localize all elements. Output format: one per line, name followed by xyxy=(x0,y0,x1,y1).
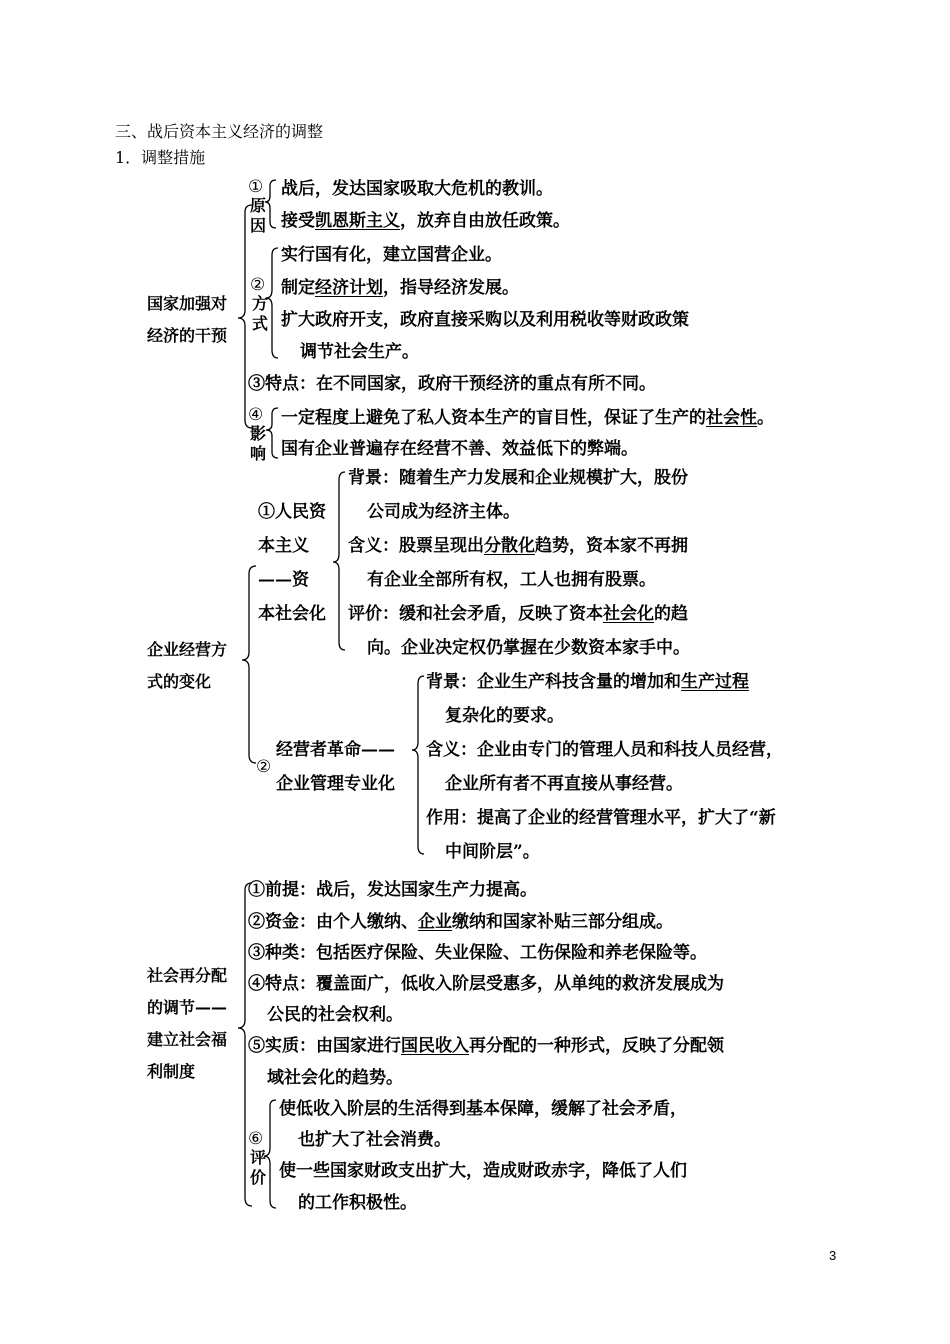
block3-label xyxy=(147,960,227,1088)
reason-item-2 xyxy=(281,210,570,232)
welfare-types: ③种类：包括医疗保险、失业保险、工伤保险和养老保险等。 xyxy=(248,943,707,963)
block1-label-line1: 国家加强对 xyxy=(147,294,228,313)
manager-title-line1: 经营者革命—— xyxy=(276,740,395,760)
block3-label-line2: 的调节—— xyxy=(147,998,228,1017)
brace-block2-main xyxy=(242,566,256,763)
method-label: 方式 xyxy=(251,294,268,333)
welfare-feature-line1: ④特点：覆盖面广，低收入阶层受惠多，从单纯的救济发展成为 xyxy=(248,974,724,994)
people-eval-line1 xyxy=(348,603,688,625)
manager-num: ② xyxy=(256,757,272,777)
welfare-essence-b: 再分配的一种形式，反映了分配领 xyxy=(469,1036,724,1056)
impact-item-2: 国有企业普遍存在经营不善、效益低下的弊端。 xyxy=(281,439,638,459)
brace-people xyxy=(333,472,345,650)
welfare-fund-b: 缴纳和国家补贴三部分组成。 xyxy=(452,912,673,932)
manager-meaning-line2: 企业所有者不再直接从事经营。 xyxy=(445,774,683,794)
method-item-2 xyxy=(281,277,519,299)
people-title-line3: ——资 xyxy=(258,570,309,590)
reason-item-2-b: ，放弃自由放任政策。 xyxy=(400,211,570,231)
reason-num: ① xyxy=(248,177,264,197)
impact-item-1-keyword: 社会性 xyxy=(706,408,757,428)
reason-item-1: 战后，发达国家吸取大危机的教训。 xyxy=(281,179,553,199)
feature-line: ③特点：在不同国家，政府干预经济的重点有所不同。 xyxy=(248,374,656,394)
block2-label-line1: 企业经营方 xyxy=(147,640,228,659)
block1-label xyxy=(147,288,227,352)
welfare-eval-num: ⑥ xyxy=(248,1129,264,1149)
welfare-fund-keyword: 企业 xyxy=(418,912,452,932)
section-title: 三、战后资本主义经济的调整 xyxy=(115,122,324,141)
people-meaning-a: 含义：股票呈现出 xyxy=(348,536,484,556)
welfare-fund-a: ②资金：由个人缴纳、 xyxy=(248,912,418,932)
welfare-essence-line2: 域社会化的趋势。 xyxy=(267,1068,403,1088)
people-eval-a: 评价：缓和社会矛盾，反映了资本 xyxy=(348,604,603,624)
impact-item-1-b: 。 xyxy=(757,408,774,428)
method-item-1: 实行国有化，建立国营企业。 xyxy=(281,245,502,265)
method-item-3-line2: 调节社会生产。 xyxy=(300,342,419,362)
method-num: ② xyxy=(250,275,266,295)
page-number: 3 xyxy=(829,1248,837,1263)
manager-title-line2: 企业管理专业化 xyxy=(276,774,395,794)
impact-num: ④ xyxy=(248,405,264,425)
impact-item-1 xyxy=(281,407,774,429)
welfare-fund xyxy=(248,911,673,933)
subsection-title: 1．调整措施 xyxy=(115,148,206,167)
impact-item-1-a: 一定程度上避免了私人资本生产的盲目性，保证了生产的 xyxy=(281,408,706,428)
welfare-eval-item1-line1: 使低收入阶层的生活得到基本保障，缓解了社会矛盾， xyxy=(279,1099,687,1119)
brace-impact xyxy=(266,408,278,458)
block2-label xyxy=(147,634,227,698)
impact-label: 影响 xyxy=(249,424,266,463)
method-item-2-a: 制定 xyxy=(281,278,315,298)
manager-bg-line1 xyxy=(426,671,749,693)
people-meaning-b: 趋势，资本家不再拥 xyxy=(535,536,688,556)
manager-effect-line1: 作用：提高了企业的经营管理水平，扩大了“新 xyxy=(426,808,776,828)
welfare-eval-label: 评价 xyxy=(249,1148,266,1187)
manager-bg-line2: 复杂化的要求。 xyxy=(445,706,564,726)
manager-bg-a: 背景：企业生产科技含量的增加和 xyxy=(426,672,681,692)
reason-item-2-a: 接受 xyxy=(281,211,315,231)
welfare-eval-item1-line2: 也扩大了社会消费。 xyxy=(298,1130,451,1150)
brace-manager xyxy=(412,676,424,854)
welfare-essence-a: ⑤实质：由国家进行 xyxy=(248,1036,401,1056)
block1-label-line2: 经济的干预 xyxy=(147,326,228,345)
block2-label-line2: 式的变化 xyxy=(147,672,212,691)
people-eval-line2: 向。企业决定权仍掌握在少数资本家手中。 xyxy=(367,638,690,658)
method-item-2-b: ，指导经济发展。 xyxy=(383,278,519,298)
welfare-essence-line1 xyxy=(248,1035,724,1057)
people-bg-line2: 公司成为经济主体。 xyxy=(367,502,520,522)
block3-label-line3: 建立社会福 xyxy=(147,1030,228,1049)
people-meaning-keyword: 分散化 xyxy=(484,536,535,556)
method-item-2-keyword: 经济计划 xyxy=(315,278,383,298)
welfare-premise: ①前提：战后，发达国家生产力提高。 xyxy=(248,880,537,900)
reason-label: 原因 xyxy=(249,196,266,235)
people-title-line2: 本主义 xyxy=(258,536,309,556)
block3-label-line1: 社会再分配 xyxy=(147,966,228,985)
people-meaning-line1 xyxy=(348,535,688,557)
manager-bg-keyword: 生产过程 xyxy=(681,672,749,692)
block3-label-line4: 利制度 xyxy=(147,1062,196,1081)
welfare-eval-item2-line2: 的工作积极性。 xyxy=(298,1193,417,1213)
people-title-line1: ①人民资 xyxy=(258,502,326,522)
welfare-essence-keyword: 国民收入 xyxy=(401,1036,469,1056)
people-bg-line1: 背景：随着生产力发展和企业规模扩大，股份 xyxy=(348,468,688,488)
manager-meaning-line1: 含义：企业由专门的管理人员和科技人员经营， xyxy=(426,740,783,760)
manager-effect-line2: 中间阶层”。 xyxy=(445,842,540,862)
welfare-eval-item2-line1: 使一些国家财政支出扩大，造成财政赤字，降低了人们 xyxy=(279,1161,687,1181)
method-item-3-line1: 扩大政府开支，政府直接采购以及利用税收等财政政策 xyxy=(281,310,689,330)
people-eval-keyword: 社会化 xyxy=(603,604,654,624)
people-meaning-line2: 有企业全部所有权，工人也拥有股票。 xyxy=(367,570,656,590)
people-eval-b: 的趋 xyxy=(654,604,688,624)
welfare-feature-line2: 公民的社会权利。 xyxy=(267,1005,403,1025)
reason-item-2-keyword: 凯恩斯主义 xyxy=(315,211,400,231)
people-title-line4: 本社会化 xyxy=(258,604,326,624)
